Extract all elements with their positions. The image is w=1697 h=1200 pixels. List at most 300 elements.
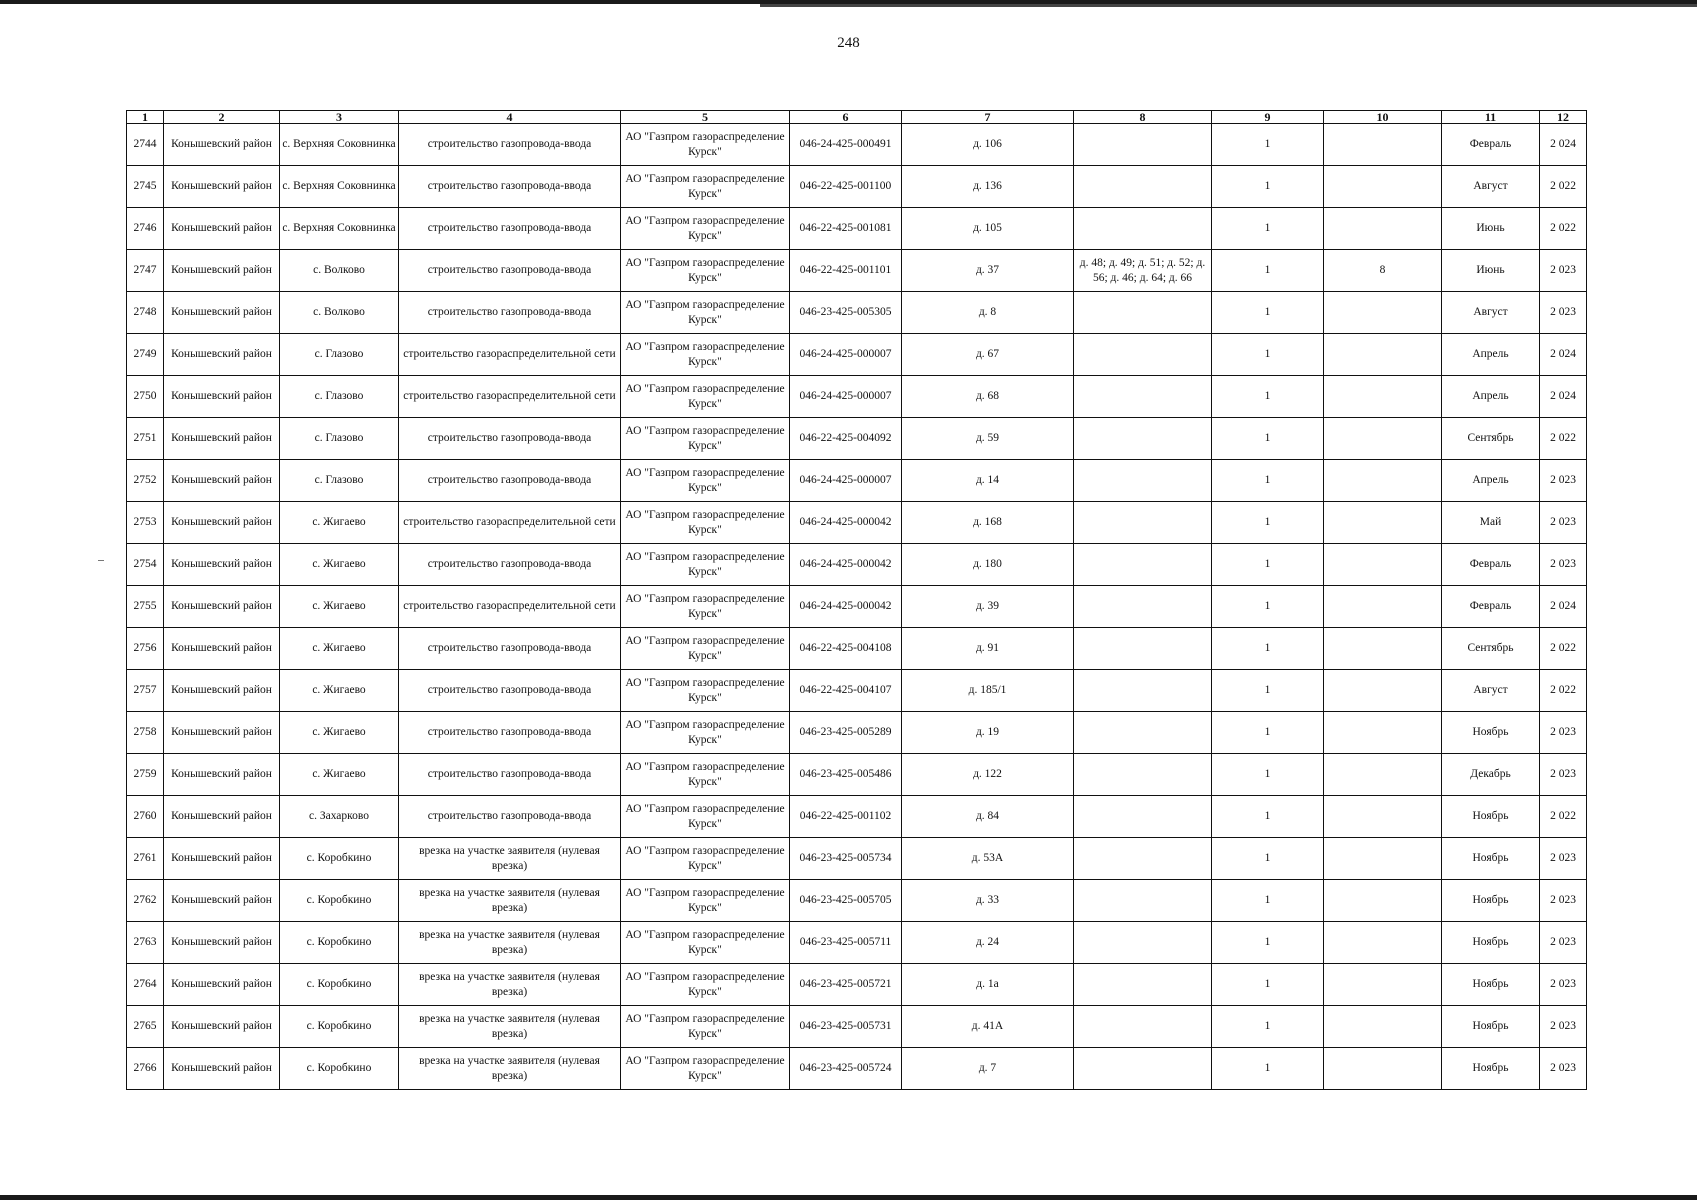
- work-type-cell: строительство газопровода-ввода: [399, 796, 621, 838]
- settlement-cell: с. Жигаево: [280, 754, 399, 796]
- additional-addresses-cell: [1074, 418, 1212, 460]
- settlement-cell: с. Захарково: [280, 796, 399, 838]
- year-cell: 2 023: [1540, 250, 1587, 292]
- column-header: 6: [790, 111, 902, 124]
- address-cell: д. 33: [902, 880, 1074, 922]
- work-type-cell: врезка на участке заявителя (нулевая врезка): [399, 838, 621, 880]
- address-cell: д. 122: [902, 754, 1074, 796]
- month-cell: Август: [1442, 292, 1540, 334]
- column-number-row: [127, 111, 1587, 124]
- count-cell: 1: [1212, 838, 1324, 880]
- additional-addresses-cell: [1074, 544, 1212, 586]
- row-number: 2759: [127, 754, 164, 796]
- additional-addresses-cell: [1074, 796, 1212, 838]
- additional-addresses-cell: [1074, 502, 1212, 544]
- count-cell: 1: [1212, 460, 1324, 502]
- extra-count-cell: [1324, 964, 1442, 1006]
- organization-cell: АО "Газпром газораспределение Курск": [621, 964, 790, 1006]
- district-cell: Конышевский район: [164, 628, 280, 670]
- table-row: [127, 1006, 1587, 1048]
- district-cell: Конышевский район: [164, 124, 280, 166]
- extra-count-cell: [1324, 208, 1442, 250]
- row-number: 2746: [127, 208, 164, 250]
- application-code-cell: 046-23-425-005711: [790, 922, 902, 964]
- application-code-cell: 046-23-425-005731: [790, 1006, 902, 1048]
- application-code-cell: 046-22-425-001100: [790, 166, 902, 208]
- work-type-cell: врезка на участке заявителя (нулевая врезка): [399, 1006, 621, 1048]
- table-row: [127, 334, 1587, 376]
- application-code-cell: 046-22-425-004092: [790, 418, 902, 460]
- year-cell: 2 022: [1540, 670, 1587, 712]
- additional-addresses-cell: [1074, 754, 1212, 796]
- count-cell: 1: [1212, 586, 1324, 628]
- organization-cell: АО "Газпром газораспределение Курск": [621, 418, 790, 460]
- column-header: 2: [164, 111, 280, 124]
- year-cell: 2 024: [1540, 376, 1587, 418]
- extra-count-cell: [1324, 460, 1442, 502]
- work-type-cell: строительство газопровода-ввода: [399, 124, 621, 166]
- additional-addresses-cell: [1074, 334, 1212, 376]
- address-cell: д. 8: [902, 292, 1074, 334]
- page-number: 248: [837, 35, 860, 51]
- work-type-cell: строительство газопровода-ввода: [399, 544, 621, 586]
- year-cell: 2 022: [1540, 796, 1587, 838]
- table-row: [127, 376, 1587, 418]
- table-row: [127, 754, 1587, 796]
- work-type-cell: строительство газораспределительной сети: [399, 502, 621, 544]
- application-code-cell: 046-24-425-000042: [790, 544, 902, 586]
- district-cell: Конышевский район: [164, 376, 280, 418]
- count-cell: 1: [1212, 124, 1324, 166]
- settlement-cell: с. Глазово: [280, 376, 399, 418]
- table-row: [127, 292, 1587, 334]
- application-code-cell: 046-23-425-005724: [790, 1048, 902, 1090]
- year-cell: 2 023: [1540, 964, 1587, 1006]
- additional-addresses-cell: [1074, 922, 1212, 964]
- row-number: 2748: [127, 292, 164, 334]
- extra-count-cell: [1324, 670, 1442, 712]
- additional-addresses-cell: [1074, 712, 1212, 754]
- table-row: [127, 838, 1587, 880]
- organization-cell: АО "Газпром газораспределение Курск": [621, 1006, 790, 1048]
- row-number: 2765: [127, 1006, 164, 1048]
- table-row: [127, 166, 1587, 208]
- address-cell: д. 41А: [902, 1006, 1074, 1048]
- settlement-cell: с. Глазово: [280, 418, 399, 460]
- month-cell: Ноябрь: [1442, 712, 1540, 754]
- column-header: 8: [1074, 111, 1212, 124]
- work-type-cell: строительство газопровода-ввода: [399, 292, 621, 334]
- organization-cell: АО "Газпром газораспределение Курск": [621, 586, 790, 628]
- district-cell: Конышевский район: [164, 208, 280, 250]
- organization-cell: АО "Газпром газораспределение Курск": [621, 292, 790, 334]
- year-cell: 2 023: [1540, 502, 1587, 544]
- additional-addresses-cell: [1074, 124, 1212, 166]
- organization-cell: АО "Газпром газораспределение Курск": [621, 712, 790, 754]
- count-cell: 1: [1212, 1048, 1324, 1090]
- year-cell: 2 023: [1540, 838, 1587, 880]
- month-cell: Май: [1442, 502, 1540, 544]
- application-code-cell: 046-23-425-005721: [790, 964, 902, 1006]
- count-cell: 1: [1212, 628, 1324, 670]
- extra-count-cell: 8: [1324, 250, 1442, 292]
- settlement-cell: с. Волково: [280, 292, 399, 334]
- application-code-cell: 046-23-425-005486: [790, 754, 902, 796]
- address-cell: д. 136: [902, 166, 1074, 208]
- district-cell: Конышевский район: [164, 880, 280, 922]
- district-cell: Конышевский район: [164, 1006, 280, 1048]
- count-cell: 1: [1212, 334, 1324, 376]
- count-cell: 1: [1212, 502, 1324, 544]
- table-row: [127, 124, 1587, 166]
- count-cell: 1: [1212, 250, 1324, 292]
- table-row: [127, 250, 1587, 292]
- settlement-cell: с. Жигаево: [280, 502, 399, 544]
- settlement-cell: с. Жигаево: [280, 544, 399, 586]
- column-header: 5: [621, 111, 790, 124]
- table-row: [127, 502, 1587, 544]
- table-row: [127, 586, 1587, 628]
- year-cell: 2 023: [1540, 460, 1587, 502]
- work-type-cell: строительство газопровода-ввода: [399, 208, 621, 250]
- organization-cell: АО "Газпром газораспределение Курск": [621, 460, 790, 502]
- work-type-cell: строительство газопровода-ввода: [399, 250, 621, 292]
- table-row: [127, 208, 1587, 250]
- row-number: 2757: [127, 670, 164, 712]
- address-cell: д. 68: [902, 376, 1074, 418]
- application-code-cell: 046-24-425-000007: [790, 376, 902, 418]
- row-number: 2750: [127, 376, 164, 418]
- application-code-cell: 046-22-425-004108: [790, 628, 902, 670]
- column-header: 7: [902, 111, 1074, 124]
- work-type-cell: строительство газораспределительной сети: [399, 586, 621, 628]
- additional-addresses-cell: [1074, 964, 1212, 1006]
- column-header: 3: [280, 111, 399, 124]
- work-type-cell: строительство газопровода-ввода: [399, 670, 621, 712]
- settlement-cell: с. Волково: [280, 250, 399, 292]
- additional-addresses-cell: [1074, 166, 1212, 208]
- row-number: 2752: [127, 460, 164, 502]
- work-type-cell: строительство газопровода-ввода: [399, 712, 621, 754]
- settlement-cell: с. Верхняя Соковнинка: [280, 166, 399, 208]
- additional-addresses-cell: [1074, 292, 1212, 334]
- district-cell: Конышевский район: [164, 838, 280, 880]
- extra-count-cell: [1324, 838, 1442, 880]
- address-cell: д. 168: [902, 502, 1074, 544]
- table-row: [127, 1048, 1587, 1090]
- year-cell: 2 024: [1540, 334, 1587, 376]
- column-header: 1: [127, 111, 164, 124]
- organization-cell: АО "Газпром газораспределение Курск": [621, 544, 790, 586]
- address-cell: д. 105: [902, 208, 1074, 250]
- settlement-cell: с. Верхняя Соковнинка: [280, 124, 399, 166]
- table-row: [127, 670, 1587, 712]
- row-number: 2766: [127, 1048, 164, 1090]
- organization-cell: АО "Газпром газораспределение Курск": [621, 670, 790, 712]
- count-cell: 1: [1212, 880, 1324, 922]
- registry-body: [127, 124, 1587, 1090]
- organization-cell: АО "Газпром газораспределение Курск": [621, 754, 790, 796]
- row-number: 2747: [127, 250, 164, 292]
- settlement-cell: с. Коробкино: [280, 964, 399, 1006]
- month-cell: Февраль: [1442, 124, 1540, 166]
- application-code-cell: 046-24-425-000007: [790, 334, 902, 376]
- month-cell: Апрель: [1442, 460, 1540, 502]
- organization-cell: АО "Газпром газораспределение Курск": [621, 334, 790, 376]
- work-type-cell: строительство газопровода-ввода: [399, 460, 621, 502]
- district-cell: Конышевский район: [164, 292, 280, 334]
- count-cell: 1: [1212, 1006, 1324, 1048]
- additional-addresses-cell: [1074, 208, 1212, 250]
- work-type-cell: строительство газопровода-ввода: [399, 628, 621, 670]
- row-number: 2744: [127, 124, 164, 166]
- extra-count-cell: [1324, 544, 1442, 586]
- district-cell: Конышевский район: [164, 418, 280, 460]
- extra-count-cell: [1324, 712, 1442, 754]
- additional-addresses-cell: [1074, 1006, 1212, 1048]
- district-cell: Конышевский район: [164, 964, 280, 1006]
- year-cell: 2 023: [1540, 754, 1587, 796]
- settlement-cell: с. Глазово: [280, 460, 399, 502]
- district-cell: Конышевский район: [164, 544, 280, 586]
- additional-addresses-cell: [1074, 838, 1212, 880]
- column-header: 4: [399, 111, 621, 124]
- work-type-cell: строительство газопровода-ввода: [399, 754, 621, 796]
- year-cell: 2 023: [1540, 880, 1587, 922]
- settlement-cell: с. Коробкино: [280, 922, 399, 964]
- district-cell: Конышевский район: [164, 166, 280, 208]
- table-row: [127, 712, 1587, 754]
- district-cell: Конышевский район: [164, 712, 280, 754]
- district-cell: Конышевский район: [164, 754, 280, 796]
- extra-count-cell: [1324, 502, 1442, 544]
- year-cell: 2 024: [1540, 124, 1587, 166]
- district-cell: Конышевский район: [164, 922, 280, 964]
- table-row: [127, 460, 1587, 502]
- address-cell: д. 1а: [902, 964, 1074, 1006]
- extra-count-cell: [1324, 796, 1442, 838]
- year-cell: 2 023: [1540, 712, 1587, 754]
- column-header: 10: [1324, 111, 1442, 124]
- address-cell: д. 84: [902, 796, 1074, 838]
- count-cell: 1: [1212, 922, 1324, 964]
- column-header: 11: [1442, 111, 1540, 124]
- work-type-cell: врезка на участке заявителя (нулевая врезка): [399, 964, 621, 1006]
- application-code-cell: 046-24-425-000042: [790, 586, 902, 628]
- extra-count-cell: [1324, 418, 1442, 460]
- column-header: 9: [1212, 111, 1324, 124]
- year-cell: 2 022: [1540, 628, 1587, 670]
- organization-cell: АО "Газпром газораспределение Курск": [621, 922, 790, 964]
- district-cell: Конышевский район: [164, 1048, 280, 1090]
- work-type-cell: строительство газопровода-ввода: [399, 166, 621, 208]
- extra-count-cell: [1324, 586, 1442, 628]
- month-cell: Ноябрь: [1442, 1048, 1540, 1090]
- address-cell: д. 24: [902, 922, 1074, 964]
- work-type-cell: врезка на участке заявителя (нулевая врезка): [399, 922, 621, 964]
- month-cell: Сентябрь: [1442, 628, 1540, 670]
- year-cell: 2 023: [1540, 1048, 1587, 1090]
- work-type-cell: строительство газопровода-ввода: [399, 418, 621, 460]
- extra-count-cell: [1324, 1048, 1442, 1090]
- year-cell: 2 023: [1540, 922, 1587, 964]
- additional-addresses-cell: д. 48; д. 49; д. 51; д. 52; д. 56; д. 46; д. 64; д. 66: [1074, 250, 1212, 292]
- table-row: [127, 922, 1587, 964]
- row-number: 2756: [127, 628, 164, 670]
- settlement-cell: с. Верхняя Соковнинка: [280, 208, 399, 250]
- district-cell: Конышевский район: [164, 586, 280, 628]
- month-cell: Ноябрь: [1442, 922, 1540, 964]
- extra-count-cell: [1324, 166, 1442, 208]
- additional-addresses-cell: [1074, 460, 1212, 502]
- address-cell: д. 59: [902, 418, 1074, 460]
- month-cell: Сентябрь: [1442, 418, 1540, 460]
- row-number: 2762: [127, 880, 164, 922]
- organization-cell: АО "Газпром газораспределение Курск": [621, 376, 790, 418]
- settlement-cell: с. Жигаево: [280, 670, 399, 712]
- row-number: 2755: [127, 586, 164, 628]
- row-number: 2745: [127, 166, 164, 208]
- month-cell: Ноябрь: [1442, 838, 1540, 880]
- month-cell: Ноябрь: [1442, 796, 1540, 838]
- table-row: [127, 796, 1587, 838]
- count-cell: 1: [1212, 418, 1324, 460]
- address-cell: д. 53А: [902, 838, 1074, 880]
- organization-cell: АО "Газпром газораспределение Курск": [621, 838, 790, 880]
- year-cell: 2 022: [1540, 418, 1587, 460]
- count-cell: 1: [1212, 166, 1324, 208]
- settlement-cell: с. Жигаево: [280, 628, 399, 670]
- row-number: 2760: [127, 796, 164, 838]
- year-cell: 2 023: [1540, 292, 1587, 334]
- extra-count-cell: [1324, 334, 1442, 376]
- table-row: [127, 964, 1587, 1006]
- extra-count-cell: [1324, 754, 1442, 796]
- scan-artifact: [98, 560, 104, 561]
- application-code-cell: 046-23-425-005305: [790, 292, 902, 334]
- organization-cell: АО "Газпром газораспределение Курск": [621, 250, 790, 292]
- month-cell: Август: [1442, 670, 1540, 712]
- settlement-cell: с. Коробкино: [280, 838, 399, 880]
- address-cell: д. 19: [902, 712, 1074, 754]
- organization-cell: АО "Газпром газораспределение Курск": [621, 880, 790, 922]
- extra-count-cell: [1324, 292, 1442, 334]
- year-cell: 2 023: [1540, 544, 1587, 586]
- organization-cell: АО "Газпром газораспределение Курск": [621, 502, 790, 544]
- count-cell: 1: [1212, 670, 1324, 712]
- table-row: [127, 544, 1587, 586]
- count-cell: 1: [1212, 964, 1324, 1006]
- extra-count-cell: [1324, 628, 1442, 670]
- address-cell: д. 180: [902, 544, 1074, 586]
- address-cell: д. 106: [902, 124, 1074, 166]
- month-cell: Ноябрь: [1442, 964, 1540, 1006]
- application-code-cell: 046-23-425-005734: [790, 838, 902, 880]
- application-code-cell: 046-22-425-004107: [790, 670, 902, 712]
- row-number: 2764: [127, 964, 164, 1006]
- settlement-cell: с. Жигаево: [280, 712, 399, 754]
- additional-addresses-cell: [1074, 628, 1212, 670]
- application-code-cell: 046-22-425-001081: [790, 208, 902, 250]
- organization-cell: АО "Газпром газораспределение Курск": [621, 124, 790, 166]
- district-cell: Конышевский район: [164, 460, 280, 502]
- district-cell: Конышевский район: [164, 502, 280, 544]
- application-code-cell: 046-23-425-005705: [790, 880, 902, 922]
- address-cell: д. 14: [902, 460, 1074, 502]
- year-cell: 2 023: [1540, 1006, 1587, 1048]
- address-cell: д. 91: [902, 628, 1074, 670]
- count-cell: 1: [1212, 796, 1324, 838]
- month-cell: Июнь: [1442, 250, 1540, 292]
- year-cell: 2 022: [1540, 208, 1587, 250]
- month-cell: Апрель: [1442, 334, 1540, 376]
- year-cell: 2 022: [1540, 166, 1587, 208]
- scan-border-top-shadow: [760, 4, 1697, 7]
- work-type-cell: строительство газораспределительной сети: [399, 334, 621, 376]
- settlement-cell: с. Глазово: [280, 334, 399, 376]
- month-cell: Февраль: [1442, 544, 1540, 586]
- settlement-cell: с. Коробкино: [280, 1006, 399, 1048]
- additional-addresses-cell: [1074, 670, 1212, 712]
- extra-count-cell: [1324, 880, 1442, 922]
- row-number: 2763: [127, 922, 164, 964]
- additional-addresses-cell: [1074, 376, 1212, 418]
- application-code-cell: 046-24-425-000007: [790, 460, 902, 502]
- count-cell: 1: [1212, 376, 1324, 418]
- address-cell: д. 37: [902, 250, 1074, 292]
- month-cell: Ноябрь: [1442, 1006, 1540, 1048]
- count-cell: 1: [1212, 544, 1324, 586]
- month-cell: Июнь: [1442, 208, 1540, 250]
- table-row: [127, 628, 1587, 670]
- count-cell: 1: [1212, 292, 1324, 334]
- additional-addresses-cell: [1074, 586, 1212, 628]
- work-type-cell: строительство газораспределительной сети: [399, 376, 621, 418]
- row-number: 2753: [127, 502, 164, 544]
- organization-cell: АО "Газпром газораспределение Курск": [621, 1048, 790, 1090]
- extra-count-cell: [1324, 1006, 1442, 1048]
- address-cell: д. 185/1: [902, 670, 1074, 712]
- month-cell: Декабрь: [1442, 754, 1540, 796]
- table-row: [127, 880, 1587, 922]
- organization-cell: АО "Газпром газораспределение Курск": [621, 166, 790, 208]
- application-code-cell: 046-24-425-000491: [790, 124, 902, 166]
- extra-count-cell: [1324, 376, 1442, 418]
- address-cell: д. 39: [902, 586, 1074, 628]
- additional-addresses-cell: [1074, 880, 1212, 922]
- row-number: 2749: [127, 334, 164, 376]
- settlement-cell: с. Жигаево: [280, 586, 399, 628]
- additional-addresses-cell: [1074, 1048, 1212, 1090]
- table-row: [127, 418, 1587, 460]
- organization-cell: АО "Газпром газораспределение Курск": [621, 628, 790, 670]
- month-cell: Февраль: [1442, 586, 1540, 628]
- district-cell: Конышевский район: [164, 334, 280, 376]
- district-cell: Конышевский район: [164, 670, 280, 712]
- settlement-cell: с. Коробкино: [280, 1048, 399, 1090]
- year-cell: 2 024: [1540, 586, 1587, 628]
- application-code-cell: 046-23-425-005289: [790, 712, 902, 754]
- registry-table: [126, 110, 1587, 1090]
- column-header: 12: [1540, 111, 1587, 124]
- address-cell: д. 7: [902, 1048, 1074, 1090]
- count-cell: 1: [1212, 208, 1324, 250]
- district-cell: Конышевский район: [164, 796, 280, 838]
- row-number: 2758: [127, 712, 164, 754]
- application-code-cell: 046-22-425-001101: [790, 250, 902, 292]
- application-code-cell: 046-22-425-001102: [790, 796, 902, 838]
- count-cell: 1: [1212, 754, 1324, 796]
